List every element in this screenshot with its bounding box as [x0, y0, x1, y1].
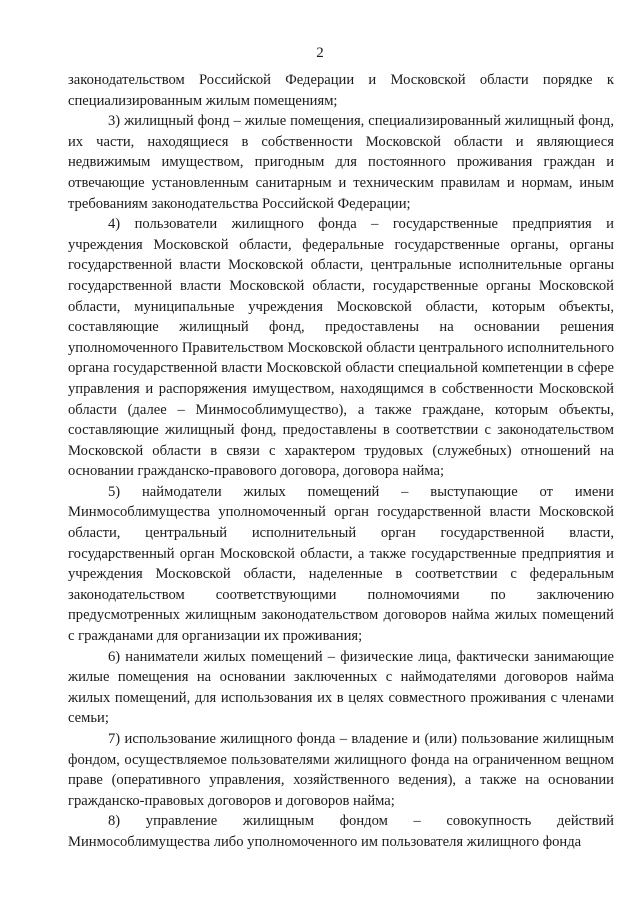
page-number: 2: [316, 45, 324, 61]
paragraph-continuation: законодательством Российской Федерации и Московской области порядке к специализированным жилым помещениям;: [68, 72, 614, 109]
paragraph-item-3-housing-fund: 3) жилищный фонд – жилые помещения, специализированный жилищный фонд, их части, находящиеся в собственности Московской области и являющиеся недвижимым имуществом, пригодным для постоянного проживания граждан и отвечающие установленным санитарным и техническим правилам и нормам, иным требованиям законодательства Российской Федерации;: [68, 113, 614, 212]
document-body: [68, 70, 614, 853]
paragraph-item-6-tenants: 6) наниматели жилых помещений – физические лица, фактически занимающие жилые помещения на основании заключенных с наймодателями договоров найма жилых помещений, для использования их в целях совместного проживания с членами семьи;: [68, 648, 614, 727]
paragraph-item-8-fund-management: 8) управление жилищным фондом – совокупность действий Минмособлимущества либо уполномоченного им пользователя жилищного фонда: [68, 813, 614, 850]
paragraph-item-4-fund-users: 4) пользователи жилищного фонда – государственные предприятия и учреждения Московской области, федеральные государственные органы, органы государственной власти Московской области, центральные исполнительные органы государственной власти Московской области, государственные органы Московской области, муниципальные учреждения Московской области, которым объекты, составляющие жилищный фонд, предоставлены на основании решения уполномоченного Правительством Московской области центрального исполнительного органа государственной власти Московской области специальной компетенции в сфере управления и распоряжения имуществом, находящимся в собственности Московской области (далее – Минмособлимущество), а также граждане, которым объекты, составляющие жилищный фонд, предоставлены в соответствии с законодательством Московской области в связи с характером трудовых (служебных) отношений на основании гражданско-правового договора, договора найма;: [68, 216, 614, 480]
paragraph-item-5-landlords: 5) наймодатели жилых помещений – выступающие от имени Минмособлимущества уполномоченный орган государственной власти Московской области, центральный исполнительный орган государственной власти, государственный орган Московской области, а также государственные предприятия и учреждения Московской области, наделенные в соответствии с федеральным законодательством соответствующими полномочиями по заключению предусмотренных жилищным законодательством договоров найма жилых помещений с гражданами для организации их проживания;: [68, 483, 614, 645]
paragraph-item-7-fund-use: 7) использование жилищного фонда – владение и (или) пользование жилищным фондом, осуществляемое пользователями жилищного фонда на ограниченном вещном праве (оперативного управления, хозяйственного ведения), а также на основании гражданско-правовых договоров и договоров найма;: [68, 731, 614, 809]
